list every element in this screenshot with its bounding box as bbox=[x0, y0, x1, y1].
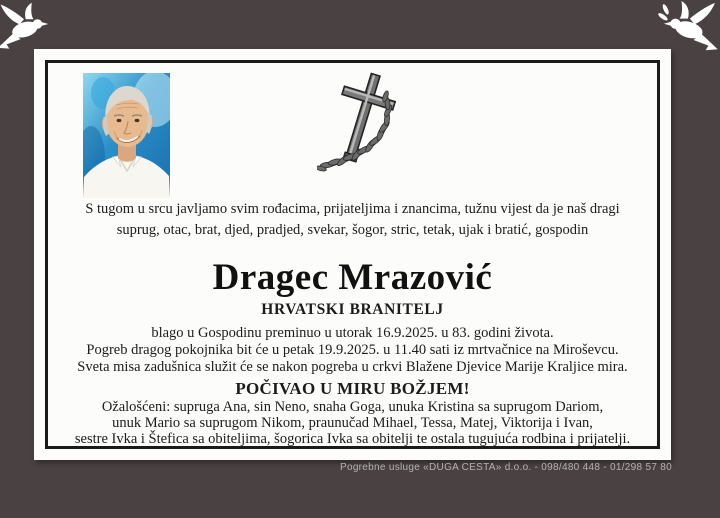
details-line-3: Sveta misa zadušnica služit će se nakon pogreba u crkvi Blažene Djevice Marije Kraljice mira. bbox=[77, 359, 628, 375]
mourners-list bbox=[58, 399, 647, 447]
rest-in-peace-heading: POČIVAO U MIRU BOŽJEM! bbox=[235, 379, 470, 398]
details-line-2: Pogreb dragog pokojnika bit će u petak 19.9.2025. u 11.40 sati iz mrtvačnice na Miroševcu. bbox=[86, 342, 619, 358]
mourners-line-2: unuk Mario sa suprugom Nikom, praunučad Mihael, Tessa, Matej, Viktorija i Ivan, bbox=[112, 415, 593, 431]
funeral-details bbox=[58, 325, 647, 376]
deceased-portrait-photo bbox=[83, 73, 170, 198]
mourners-line-1: Ožalošćeni: supruga Ana, sin Neno, snaha Goga, unuka Kristina sa suprugom Dariom, bbox=[101, 399, 604, 415]
deceased-name: Dragec Mrazović bbox=[212, 257, 493, 298]
dove-icon bbox=[0, 2, 50, 52]
intro-line-2: suprug, otac, brat, djed, pradjed, svekar, šogor, stric, tetak, ujak i bratić, gospodin bbox=[116, 222, 589, 238]
cross-laurel-icon bbox=[317, 70, 409, 173]
deceased-subtitle: HRVATSKI BRANITELJ bbox=[261, 301, 444, 318]
intro-line-1: S tugom u srcu javljamo svim rođacima, prijateljima i znancima, tužnu vijest da je naš dragi bbox=[85, 201, 620, 217]
mourners-line-3: sestre Ivka i Štefica sa obiteljima, šogorica Ivka sa obitelji te ostala tugujuća rodbina i prijatelji. bbox=[74, 431, 631, 447]
obituary-text-block bbox=[58, 199, 647, 447]
details-line-1: blago u Gospodinu preminuo u utorak 16.9.2025. u 83. godini života. bbox=[151, 325, 554, 341]
obituary-card bbox=[34, 49, 671, 460]
funeral-services-footer: Pogrebne usluge «DUGA CESTA» d.o.o. - 098/480 448 - 01/298 57 80 bbox=[339, 462, 672, 473]
dove-icon bbox=[656, 1, 720, 53]
